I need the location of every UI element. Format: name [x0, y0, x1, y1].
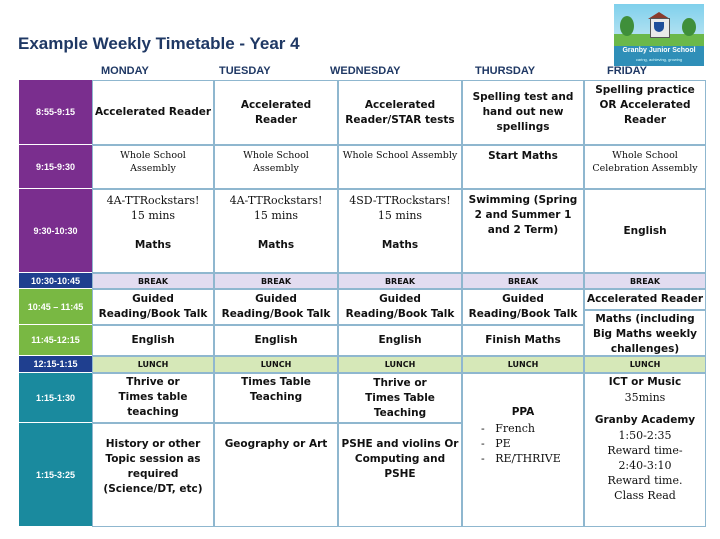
lunch-band: LUNCH	[338, 356, 462, 373]
cell-mon-r2: Whole School Assembly	[92, 145, 214, 189]
time-slot: 9:15-9:30	[19, 145, 92, 189]
cell-tue-r3: 4A-TTRockstars! 15 mins Maths	[214, 189, 338, 273]
lunch-band: LUNCH	[462, 356, 584, 373]
cell-tue-r1: Accelerated Reader	[214, 80, 338, 145]
cell-thu-r1: Spelling test and hand out new spellings	[462, 80, 584, 145]
time-slot: 8:55-9:15	[19, 80, 92, 145]
logo-motto: caring, achieving, growing	[635, 57, 683, 62]
cell-mon-r1: Accelerated Reader	[92, 80, 214, 145]
list-item: - RE/THRIVE	[481, 452, 561, 465]
tree-icon	[682, 18, 696, 36]
ppa-list	[481, 421, 561, 466]
cell-tue-r9: Geography or Art	[214, 423, 338, 527]
cell-thu-ppa: PPA - French - PE - RE/THRIVE	[462, 373, 584, 527]
break-band: BREAK	[462, 273, 584, 289]
time-slot: 11:45-12:15	[19, 325, 92, 356]
cell-mon-r6: English	[92, 325, 214, 356]
cell-mon-r5: Guided Reading/Book Talk	[92, 289, 214, 325]
day-header-thursday: THURSDAY	[475, 65, 536, 77]
cell-thu-r2: Start Maths	[462, 145, 584, 189]
cell-mon-r8: Thrive or Times table teaching	[92, 373, 214, 423]
cell-fri-r5: Accelerated Reader	[584, 289, 706, 310]
cell-thu-r3: Swimming (Spring 2 and Summer 1 and 2 Term)	[462, 189, 584, 273]
lunch-band: LUNCH	[584, 356, 706, 373]
cell-thu-r5: Guided Reading/Book Talk	[462, 289, 584, 325]
day-header-friday: FRIDAY	[607, 65, 647, 77]
day-header-wednesday: WEDNESDAY	[330, 65, 401, 77]
list-item: - PE	[481, 437, 511, 450]
cell-tue-r6: English	[214, 325, 338, 356]
school-logo	[614, 4, 704, 66]
cell-wed-r8: Thrive or Times Table Teaching	[338, 373, 462, 423]
time-slot: 9:30-10:30	[19, 189, 92, 273]
cell-fri-maths: Maths (including Big Maths weekly challenges)	[584, 310, 706, 356]
time-slot: 12:15-1:15	[19, 356, 92, 373]
page-title: Example Weekly Timetable - Year 4	[18, 34, 300, 53]
break-band: BREAK	[214, 273, 338, 289]
break-band: BREAK	[92, 273, 214, 289]
time-slot: 10:30-10:45	[19, 273, 92, 289]
day-header-monday: MONDAY	[101, 65, 149, 77]
cell-wed-r5: Guided Reading/Book Talk	[338, 289, 462, 325]
time-slot: 1:15-3:25	[19, 423, 92, 527]
break-band: BREAK	[338, 273, 462, 289]
cell-mon-r3: 4A-TTRockstars! 15 mins Maths	[92, 189, 214, 273]
crest-icon	[654, 22, 664, 32]
list-item: - French	[481, 422, 535, 435]
cell-fri-r3: English	[584, 189, 706, 273]
cell-wed-r1: Accelerated Reader/STAR tests	[338, 80, 462, 145]
lunch-band: LUNCH	[214, 356, 338, 373]
day-header-tuesday: TUESDAY	[219, 65, 271, 77]
cell-wed-r3: 4SD-TTRockstars! 15 mins Maths	[338, 189, 462, 273]
cell-wed-r6: English	[338, 325, 462, 356]
tree-icon	[620, 16, 634, 36]
cell-tue-r8: Times Table Teaching	[214, 373, 338, 423]
cell-mon-r9: History or other Topic session as required (Science/DT, etc)	[92, 423, 214, 527]
lunch-band: LUNCH	[92, 356, 214, 373]
cell-wed-r2: Whole School Assembly	[338, 145, 462, 189]
logo-name: Granby Junior School	[622, 47, 696, 54]
cell-thu-r6: Finish Maths	[462, 325, 584, 356]
cell-tue-r5: Guided Reading/Book Talk	[214, 289, 338, 325]
time-slot: 1:15-1:30	[19, 373, 92, 423]
break-band: BREAK	[584, 273, 706, 289]
time-slot: 10:45 – 11:45	[19, 289, 92, 325]
cell-fri-r2: Whole School Celebration Assembly	[584, 145, 706, 189]
cell-fri-r1: Spelling practice OR Accelerated Reader	[584, 80, 706, 145]
cell-tue-r2: Whole School Assembly	[214, 145, 338, 189]
cell-fri-afternoon: ICT or Music 35mins Granby Academy 1:50-2:35 Reward time- 2:40-3:10 Reward time. Class Read	[584, 373, 706, 527]
cell-wed-r9: PSHE and violins Or Computing and PSHE	[338, 423, 462, 527]
